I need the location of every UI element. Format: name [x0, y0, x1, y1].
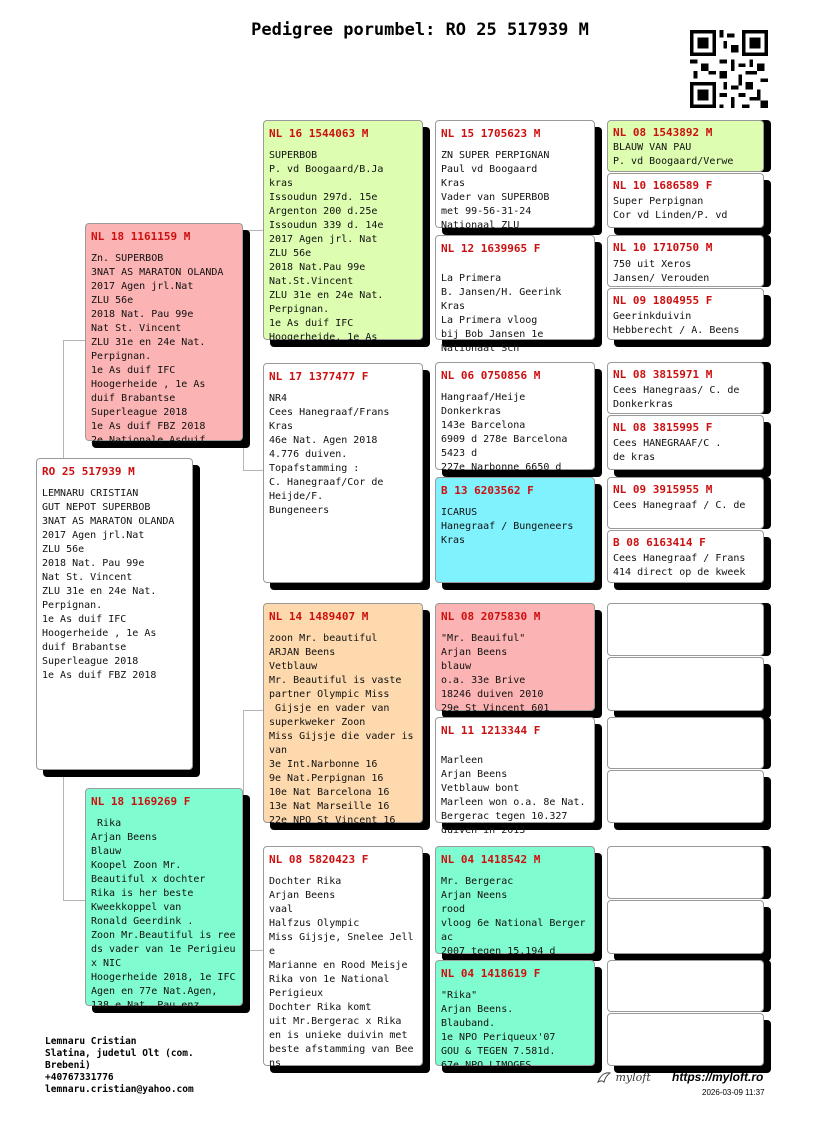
- ring-number: NL 11 1213344 F: [441, 724, 541, 737]
- connector-line: [243, 230, 244, 470]
- connector-line: [63, 900, 85, 901]
- ring-number: NL 18 1161159 M: [91, 230, 191, 243]
- pigeon-description: ICARUS Hanegraaf / Bungeneers Kras: [441, 507, 574, 546]
- pigeon-card-gen5-empty[interactable]: [607, 717, 764, 769]
- connector-line: [243, 950, 263, 951]
- pigeon-card-great-grandparent[interactable]: [435, 603, 595, 714]
- ring-number: NL 18 1169269 F: [91, 795, 191, 808]
- pigeon-description: Zn. SUPERBOB 3NAT AS MARATON OLANDA 2017 Agen jrl.Nat ZLU 56e 2018 Nat. Pau 99e Nat St. Vincent ZLU 31e en 24e Nat. Perpignan. 1e As duif IFC Hoogerheide , 1e As duif Brabantse Superleague 2018 1e As duif FBZ 2018 2e Nationale Asduif: [91, 253, 224, 446]
- connector-line: [425, 410, 426, 530]
- pigeon-description: NR4 Cees Hanegraaf/Frans Kras 46e Nat. Agen 2018 4.776 duiven. Topafstamming : C. Hanegraaf/Cor de Heijde/F. Bungeneers: [269, 393, 390, 516]
- myloft-logo: [596, 1070, 651, 1086]
- pigeon-description: Geerinkduivin Hebberecht / A. Beens: [613, 311, 740, 336]
- pigeon-description: Dochter Rika Arjan Beens vaal Halfzus Olympic Miss Gijsje, Snelee Jell e Marianne en Rood Meisje Rika von 1e National Perigieux Dochter Rika komt uit Mr.Bergerac x Rika en is unieke duivin met beste afstamming van Bee ns: [269, 876, 414, 1069]
- pigeon-card-great-grandparent[interactable]: [435, 846, 595, 957]
- pigeon-card-gen5[interactable]: [607, 415, 764, 470]
- pigeon-card-gen5-empty[interactable]: [607, 960, 764, 1012]
- connector-line: [243, 710, 244, 950]
- pigeon-card-grandparent[interactable]: [263, 603, 423, 826]
- ring-number: NL 08 3815995 F: [613, 421, 713, 434]
- pigeon-description: LEMNARU CRISTIAN GUT NEPOT SUPERBOB 3NAT AS MARATON OLANDA 2017 Agen jrl.Nat ZLU 56e 2018 Nat. Pau 99e Nat St. Vincent ZLU 31e en 24e Nat. Perpignan. 1e As duif IFC Hoogerheide , 1e As duif Brabantse Superleague 2018 1e As duif FBZ 2018: [42, 488, 175, 681]
- ring-number: NL 08 5820423 F: [269, 853, 369, 866]
- ring-number: NL 17 1377477 F: [269, 370, 369, 383]
- ring-number: NL 09 3915955 M: [613, 483, 713, 496]
- pigeon-card-grandparent[interactable]: [263, 363, 423, 583]
- pigeon-card-gen5-empty[interactable]: [607, 603, 764, 656]
- connector-line: [425, 890, 426, 1010]
- pigeon-description: "Mr. Beauiful" Arjan Beens blauw o.a. 33e Brive 18246 duiven 2010 29e St Vincent 601: [441, 633, 550, 714]
- pigeon-card-gen5[interactable]: [607, 530, 764, 583]
- pigeon-description: Mr. Bergerac Arjan Neens rood vloog 6e National Berger ac 2007 tegen 15.194 d: [441, 876, 586, 957]
- pigeon-logo-icon: [596, 1070, 612, 1086]
- pigeon-card-gen5-empty[interactable]: [607, 1013, 764, 1066]
- pigeon-card-sire[interactable]: [85, 223, 243, 446]
- pigeon-card-gen5-empty[interactable]: [607, 900, 764, 954]
- ring-number: NL 04 1418542 M: [441, 853, 541, 866]
- connector-line: [425, 650, 426, 770]
- ring-number: NL 08 1543892 M: [613, 126, 713, 139]
- pigeon-card-gen5-empty[interactable]: [607, 657, 764, 711]
- ring-number: RO 25 517939 M: [42, 465, 135, 478]
- ring-number: B 08 6163414 F: [613, 536, 706, 549]
- page-title: Pedigree porumbel: RO 25 517939 M: [251, 20, 589, 40]
- ring-number: NL 06 0750856 M: [441, 369, 541, 382]
- ring-number: NL 15 1705623 M: [441, 127, 541, 140]
- pigeon-description: BLAUW VAN PAU P. vd Boogaard/Verwe: [613, 142, 734, 167]
- owner-address: Brebeni): [45, 1060, 91, 1071]
- pigeon-description: Marleen Arjan Beens Vetblauw bont Marleen won o.a. 8e Nat. Bergerac tegen 10.327 duiven in 2013: [441, 755, 586, 836]
- connector-line: [425, 170, 426, 290]
- pigeon-card-great-grandparent[interactable]: [435, 235, 595, 354]
- ring-number: NL 08 2075830 M: [441, 610, 541, 623]
- ring-number: NL 10 1686589 F: [613, 179, 713, 192]
- timestamp: 2026-03-09 11:37: [702, 1088, 765, 1097]
- ring-number: NL 08 3815971 M: [613, 368, 713, 381]
- logo-text: myloft: [615, 1071, 651, 1084]
- pigeon-description: Cees Hanegraas/ C. de Donkerkras: [613, 385, 740, 410]
- ring-number: NL 12 1639965 F: [441, 242, 541, 255]
- ring-number: NL 09 1804955 F: [613, 294, 713, 307]
- pigeon-description: Hangraaf/Heije Donkerkras 143e Barcelona 6909 d 278e Barcelona 5423 d 227e Narbonne 6650 d: [441, 392, 568, 473]
- pigeon-card-subject[interactable]: [36, 458, 193, 770]
- pigeon-description: Rika Arjan Beens Blauw Koopel Zoon Mr. Beautiful x dochter Rika is her beste Kweekkoppel van Ronald Geerdink . Zoon Mr.Beautiful is ree ds vader van 1e Perigieu x NIC Hoogerheide 2018, 1e IFC Agen en 77e Nat.Agen, 138 e Nat. Pau enz: [91, 818, 236, 1011]
- pigeon-description: Cees Hanegraaf / C. de: [613, 500, 746, 511]
- pigeon-card-gen5[interactable]: [607, 173, 764, 228]
- pigeon-description: zoon Mr. beautiful ARJAN Beens Vetblauw Mr. Beautiful is vaste partner Olympic Miss Gijsje en vader van superkweker Zoon Miss Gijsje die vader is van 3e Int.Narbonne 16 9e Nat.Perpignan 16 10e Nat Barcelona 16 13e Nat Marseille 16 22e NPO St Vincent 16: [269, 633, 414, 826]
- pigeon-description: Cees HANEGRAAF/C . de kras: [613, 438, 722, 463]
- ring-number: NL 04 1418619 F: [441, 967, 541, 980]
- pigeon-description: ZN SUPER PERPIGNAN Paul vd Boogaard Kras Vader van SUPERBOB met 99-56-31-24 Nationaal ZLU: [441, 150, 550, 231]
- ring-number: NL 16 1544063 M: [269, 127, 369, 140]
- pigeon-card-dam[interactable]: [85, 788, 243, 1011]
- connector-line: [243, 230, 263, 231]
- pigeon-card-gen5-empty[interactable]: [607, 770, 764, 823]
- pigeon-card-gen5-empty[interactable]: [607, 846, 764, 899]
- pigeon-card-grandparent[interactable]: [263, 120, 423, 343]
- website-link[interactable]: https://myloft.ro: [672, 1070, 764, 1084]
- pigeon-description: SUPERBOB P. vd Boogaard/B.Ja kras Issoudun 297d. 15e Argenton 200 d.25e Issoudun 339 d. 14e 2017 Agen jrl. Nat ZLU 56e 2018 Nat.Pau 99e Nat.St.Vincent ZLU 31e en 24e Nat. Perpignan. 1e As duif IFC Hoogerheide, 1e As: [269, 150, 384, 343]
- pigeon-card-great-grandparent[interactable]: [435, 717, 595, 836]
- pigeon-description: La Primera B. Jansen/H. Geerink Kras La Primera vloog bij Bob Jansen 1e Nationaal Sch: [441, 273, 562, 354]
- owner-address: Slatina, judetul Olt (com.: [45, 1048, 194, 1059]
- pigeon-description: 750 uit Xeros Jansen/ Verouden: [613, 259, 710, 284]
- pigeon-description: Cees Hanegraaf / Frans 414 direct op de kweek: [613, 553, 746, 578]
- pigeon-card-great-grandparent[interactable]: [435, 960, 595, 1071]
- ring-number: B 13 6203562 F: [441, 484, 534, 497]
- qr-code-icon: [690, 30, 768, 108]
- owner-email[interactable]: lemnaru.cristian@yahoo.com: [45, 1084, 194, 1095]
- pigeon-card-grandparent[interactable]: [263, 846, 423, 1069]
- pigeon-card-gen5[interactable]: [607, 362, 764, 414]
- pigeon-card-great-grandparent[interactable]: [435, 120, 595, 231]
- pigeon-card-gen5[interactable]: [607, 120, 764, 172]
- pigeon-card-gen5[interactable]: [607, 477, 764, 529]
- pigeon-card-great-grandparent[interactable]: [435, 362, 595, 473]
- connector-line: [63, 340, 85, 341]
- ring-number: NL 10 1710750 M: [613, 241, 713, 254]
- connector-line: [243, 710, 263, 711]
- pigeon-description: "Rika" Arjan Beens. Blauband. 1e NPO Periqueux'07 GOU & TEGEN 7.581d. 67e NPO LIMOGES: [441, 990, 556, 1071]
- owner-name: Lemnaru Cristian: [45, 1036, 137, 1047]
- pigeon-card-great-grandparent[interactable]: [435, 477, 595, 583]
- connector-line: [63, 340, 64, 458]
- ring-number: NL 14 1489407 M: [269, 610, 369, 623]
- pigeon-card-gen5[interactable]: [607, 235, 764, 287]
- connector-line: [243, 470, 263, 471]
- connector-line: [63, 770, 64, 900]
- owner-contact: [45, 1036, 194, 1096]
- owner-phone: +40767331776: [45, 1072, 114, 1083]
- pigeon-description: Super Perpignan Cor vd Linden/P. vd: [613, 196, 728, 221]
- pigeon-card-gen5[interactable]: [607, 288, 764, 340]
